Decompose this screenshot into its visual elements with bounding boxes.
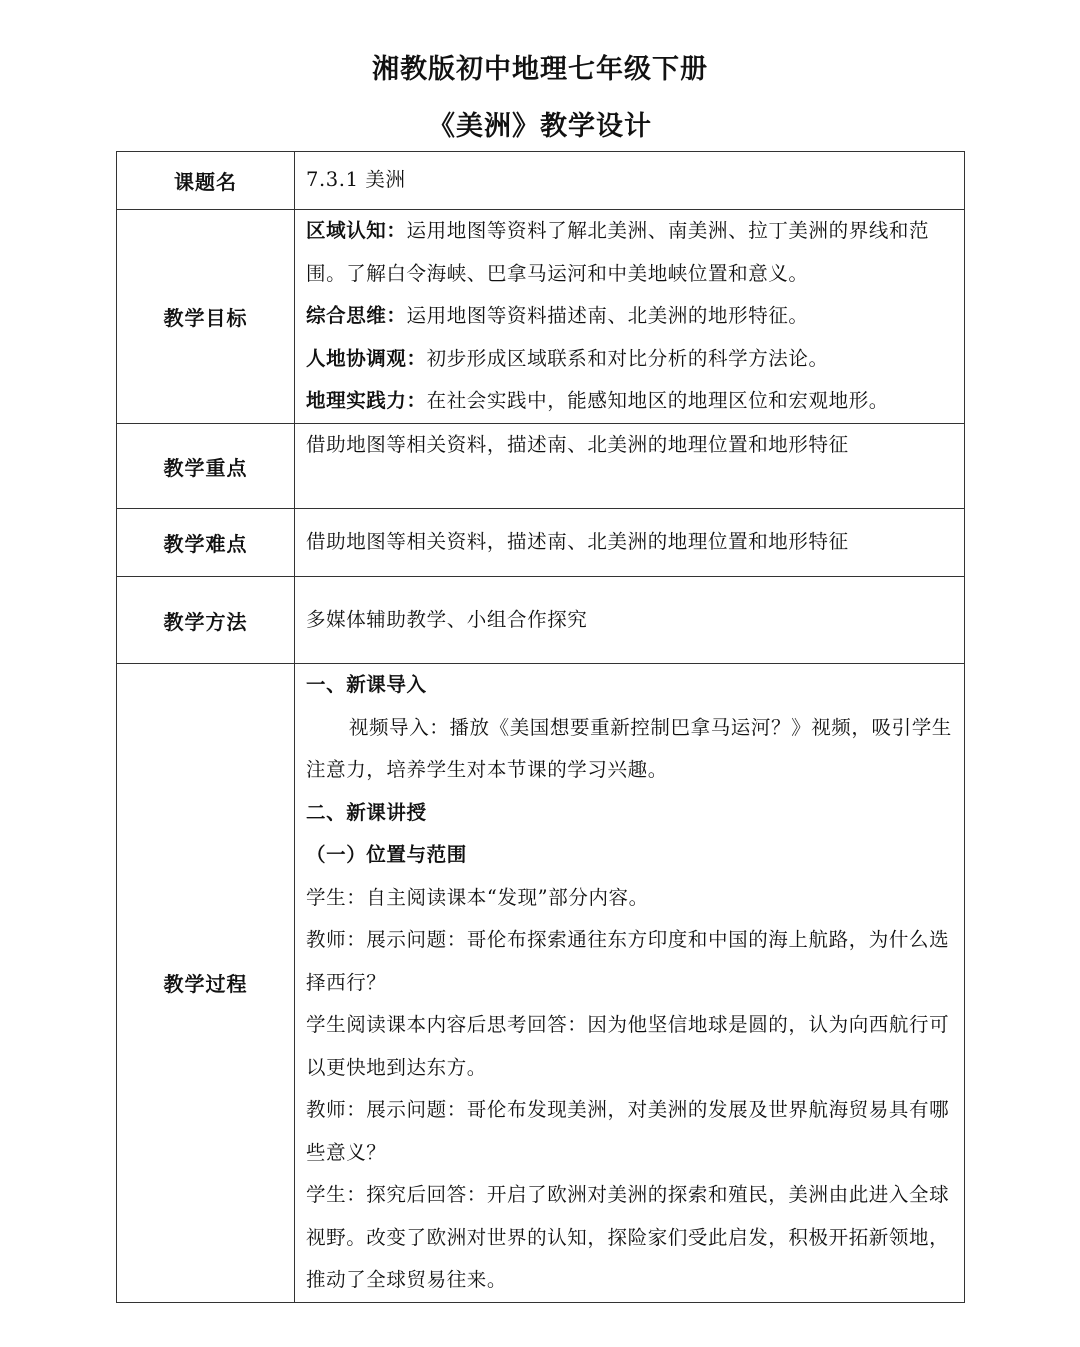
section-heading: 二、新课讲授 [306,800,427,824]
row-topic [117,152,965,210]
process-paragraph: 教师：展示问题：哥伦布发现美洲，对美洲的发展及世界航海贸易具有哪些意义？ [306,1098,950,1164]
topic-value: 7.3.1 美洲 [295,152,965,210]
objective-text: 在社会实践中，能感知地区的地理区位和宏观地形。 [426,389,889,413]
process-paragraph: 教师：展示问题：哥伦布探索通往东方印度和中国的海上航路，为什么选择西行？ [306,928,950,994]
objective-heading: 综合思维： [306,304,407,328]
objectives-label: 教学目标 [117,210,295,424]
subsection-heading: （一）位置与范围 [306,843,467,866]
objective-item [306,210,954,295]
key-points-label: 教学重点 [117,424,295,509]
methods-label: 教学方法 [117,577,295,664]
objectives-content [295,210,965,424]
methods-value: 多媒体辅助教学、小组合作探究 [295,577,965,664]
objective-heading: 地理实践力： [306,389,427,413]
topic-label: 课题名 [117,152,295,210]
section-heading: 一、新课导入 [306,673,427,696]
objective-item [306,380,954,423]
row-difficulties [117,509,965,577]
objective-heading: 区域认知： [306,219,407,243]
objective-heading: 人地协调观： [306,346,427,370]
difficulties-value: 借助地图等相关资料，描述南、北美洲的地理位置和地形特征 [295,509,965,577]
difficulties-label: 教学难点 [117,509,295,577]
section-paragraph: 视频导入：播放《美国想要重新控制巴拿马运河？》视频，吸引学生注意力，培养学生对本节课的学习兴趣。 [306,715,952,781]
row-methods [117,577,965,664]
process-paragraph: 学生阅读课本内容后思考回答：因为他坚信地球是圆的，认为向西航行可以更快地到达东方。 [306,1013,950,1079]
process-content [295,664,965,1303]
lesson-plan-table [116,151,965,1303]
objective-text: 运用地图等资料了解北美洲、南美洲、拉丁美洲的界线和范围。了解白令海峡、巴拿马运河和中美地峡位置和意义。 [306,219,930,285]
row-process [117,664,965,1303]
row-objectives [117,210,965,424]
objective-item [306,295,954,338]
key-points-value: 借助地图等相关资料，描述南、北美洲的地理位置和地形特征 [295,424,965,509]
document-subtitle: 《美洲》教学设计 [428,111,652,142]
document-title: 湘教版初中地理七年级下册 [372,54,708,85]
objective-text: 初步形成区域联系和对比分析的科学方法论。 [426,346,829,370]
process-paragraph: 学生：自主阅读课本“发现”部分内容。 [306,885,649,909]
process-label: 教学过程 [117,664,295,1303]
objective-text: 运用地图等资料描述南、北美洲的地形特征。 [406,304,809,328]
process-paragraph: 学生：探究后回答：开启了欧洲对美洲的探索和殖民，美洲由此进入全球视野。改变了欧洲对世界的认知，探险家们受此启发，积极开拓新领地，推动了全球贸易往来。 [306,1183,950,1291]
objective-item [306,338,954,381]
row-key-points [117,424,965,509]
